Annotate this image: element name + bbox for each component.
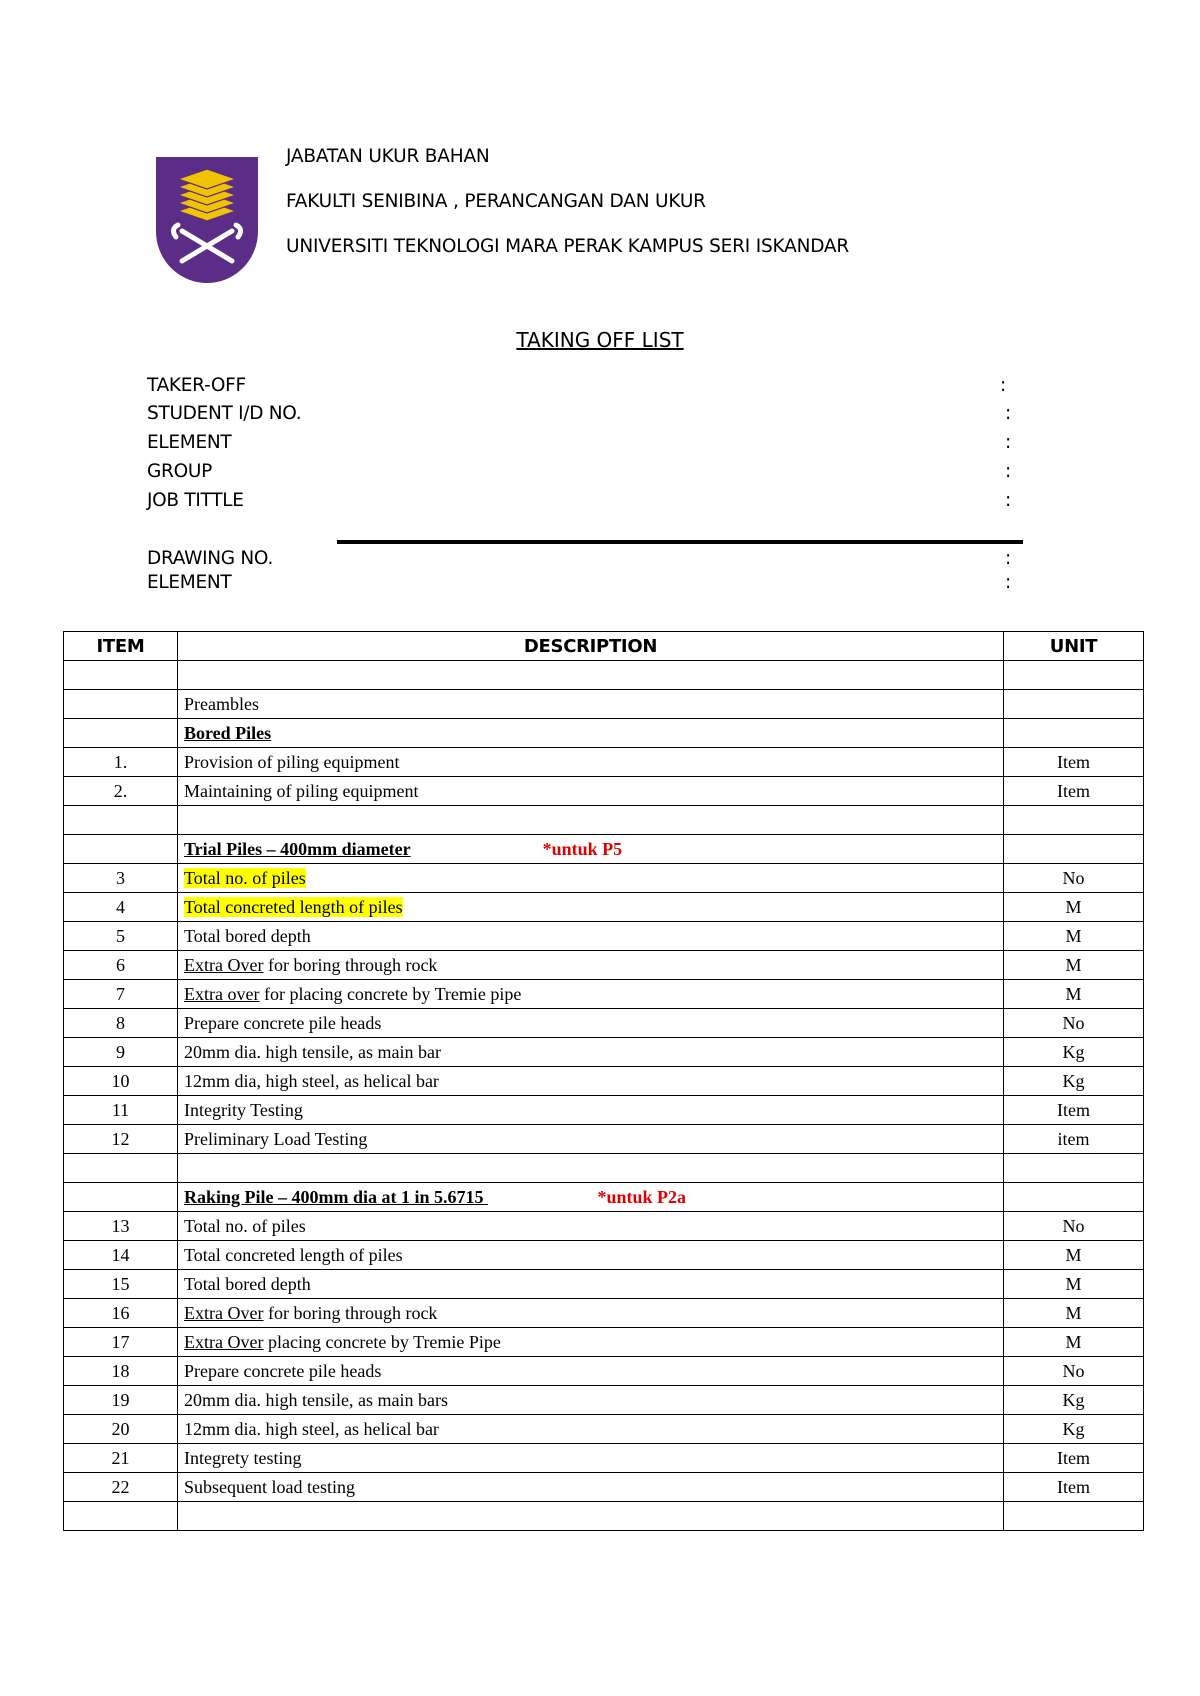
item-cell: 2. — [64, 777, 178, 806]
item-cell: 19 — [64, 1386, 178, 1415]
table-row — [64, 1415, 1144, 1444]
description-text: for placing concrete by Tremie pipe — [259, 983, 522, 1004]
job-title-colon: : — [1005, 490, 1012, 511]
job-title-label: JOB TITTLE — [147, 490, 244, 511]
table-row — [64, 1502, 1144, 1531]
item-cell: 13 — [64, 1212, 178, 1241]
raking-pile-note: *untuk P2a — [597, 1186, 687, 1207]
group-colon: : — [1005, 461, 1012, 482]
department-name: JABATAN UKUR BAHAN — [286, 146, 490, 167]
extra-over-text: Extra Over — [184, 954, 264, 975]
description-cell — [178, 1328, 1004, 1357]
table-row — [64, 719, 1144, 748]
table-row — [64, 1096, 1144, 1125]
separator-line — [337, 540, 1023, 544]
item-cell: 3 — [64, 864, 178, 893]
unit-cell: Kg — [1004, 1386, 1144, 1415]
trial-piles-heading: Trial Piles – 400mm diameter — [184, 838, 411, 859]
item-cell: 15 — [64, 1270, 178, 1299]
description-text: placing concrete by Tremie Pipe — [263, 1331, 501, 1352]
table-row — [64, 1212, 1144, 1241]
item-cell: 20 — [64, 1415, 178, 1444]
student-id-label: STUDENT I/D NO. — [147, 403, 302, 424]
unit-cell: M — [1004, 922, 1144, 951]
item-cell: 9 — [64, 1038, 178, 1067]
table-row — [64, 690, 1144, 719]
table-row — [64, 922, 1144, 951]
element2-colon: : — [1005, 572, 1012, 593]
unit-cell: Kg — [1004, 1415, 1144, 1444]
table-row — [64, 1299, 1144, 1328]
group-label: GROUP — [147, 461, 212, 482]
item-cell: 12 — [64, 1125, 178, 1154]
unit-cell: Kg — [1004, 1038, 1144, 1067]
table-row — [64, 1270, 1144, 1299]
raking-pile-heading: Raking Pile – 400mm dia at 1 in 5.6715 — [184, 1186, 484, 1207]
preambles-cell: Preambles — [178, 690, 1004, 719]
extra-over-text: Extra Over — [184, 1331, 264, 1352]
description-cell: Total bored depth — [178, 1270, 1004, 1299]
description-cell: Total bored depth — [178, 922, 1004, 951]
table-row — [64, 951, 1144, 980]
description-cell: Total no. of piles — [184, 867, 306, 888]
unit-cell: Item — [1004, 1473, 1144, 1502]
element-label: ELEMENT — [147, 432, 232, 453]
taker-off-label: TAKER-OFF — [147, 375, 246, 396]
unit-cell: Kg — [1004, 1067, 1144, 1096]
description-cell: Integrety testing — [178, 1444, 1004, 1473]
page-title: TAKING OFF LIST — [516, 328, 684, 352]
table-header-row — [64, 632, 1144, 661]
unit-cell: Item — [1004, 1444, 1144, 1473]
unit-cell: M — [1004, 1299, 1144, 1328]
table-row — [64, 748, 1144, 777]
item-cell: 18 — [64, 1357, 178, 1386]
description-cell: Prepare concrete pile heads — [178, 1009, 1004, 1038]
table-row — [64, 777, 1144, 806]
extra-over-text: Extra Over — [184, 1302, 264, 1323]
description-text: for boring through rock — [263, 954, 438, 975]
unit-cell: M — [1004, 1241, 1144, 1270]
description-cell: Total concreted length of piles — [178, 1241, 1004, 1270]
item-cell: 6 — [64, 951, 178, 980]
description-cell: 20mm dia. high tensile, as main bar — [178, 1038, 1004, 1067]
university-name: UNIVERSITI TEKNOLOGI MARA PERAK KAMPUS SERI ISKANDAR — [286, 236, 850, 257]
table-row — [64, 1125, 1144, 1154]
item-cell: 10 — [64, 1067, 178, 1096]
table-row — [64, 1183, 1144, 1212]
description-cell — [178, 1299, 1004, 1328]
item-cell: 21 — [64, 1444, 178, 1473]
trial-piles-note: *untuk P5 — [542, 838, 623, 859]
table-row — [64, 1357, 1144, 1386]
faculty-name: FAKULTI SENIBINA , PERANCANGAN DAN UKUR — [286, 191, 706, 212]
table-row — [64, 864, 1144, 893]
element-colon: : — [1005, 432, 1012, 453]
extra-over-text: Extra over — [184, 983, 260, 1004]
description-cell — [178, 951, 1004, 980]
table-row — [64, 1444, 1144, 1473]
table-row — [64, 1473, 1144, 1502]
taking-off-table — [63, 631, 1144, 1531]
item-cell: 4 — [64, 893, 178, 922]
description-cell: 12mm dia. high steel, as helical bar — [178, 1415, 1004, 1444]
table-row — [64, 661, 1144, 690]
unit-cell: item — [1004, 1125, 1144, 1154]
table-row — [64, 893, 1144, 922]
unit-cell: M — [1004, 980, 1144, 1009]
table-row — [64, 980, 1144, 1009]
unit-cell: No — [1004, 1357, 1144, 1386]
unit-cell: M — [1004, 1328, 1144, 1357]
description-text: for boring through rock — [263, 1302, 438, 1323]
unit-header: UNIT — [1004, 632, 1144, 661]
unit-cell: Item — [1004, 748, 1144, 777]
description-cell: Total concreted length of piles — [184, 896, 403, 917]
table-row — [64, 835, 1144, 864]
table-row — [64, 1009, 1144, 1038]
table-row — [64, 806, 1144, 835]
description-cell: 12mm dia, high steel, as helical bar — [178, 1067, 1004, 1096]
description-cell: Preliminary Load Testing — [178, 1125, 1004, 1154]
item-cell: 16 — [64, 1299, 178, 1328]
table-row — [64, 1067, 1144, 1096]
item-cell: 17 — [64, 1328, 178, 1357]
table-row — [64, 1241, 1144, 1270]
description-cell: 20mm dia. high tensile, as main bars — [178, 1386, 1004, 1415]
unit-cell: M — [1004, 951, 1144, 980]
item-cell: 5 — [64, 922, 178, 951]
table-row — [64, 1328, 1144, 1357]
taker-off-colon: : — [1000, 375, 1007, 396]
element2-label: ELEMENT — [147, 572, 232, 593]
item-cell: 14 — [64, 1241, 178, 1270]
table-row — [64, 1154, 1144, 1183]
description-cell: Provision of piling equipment — [178, 748, 1004, 777]
description-cell: Integrity Testing — [178, 1096, 1004, 1125]
description-cell: Prepare concrete pile heads — [178, 1357, 1004, 1386]
table-row — [64, 1386, 1144, 1415]
item-cell: 22 — [64, 1473, 178, 1502]
unit-cell: No — [1004, 1212, 1144, 1241]
item-cell: 8 — [64, 1009, 178, 1038]
description-cell: Total no. of piles — [178, 1212, 1004, 1241]
unit-cell: M — [1004, 893, 1144, 922]
drawing-no-colon: : — [1005, 548, 1012, 569]
unit-cell: No — [1004, 864, 1144, 893]
description-cell: Subsequent load testing — [178, 1473, 1004, 1502]
drawing-no-label: DRAWING NO. — [147, 548, 274, 569]
unit-cell: Item — [1004, 1096, 1144, 1125]
description-header: DESCRIPTION — [178, 632, 1004, 661]
unit-cell: No — [1004, 1009, 1144, 1038]
item-cell: 1. — [64, 748, 178, 777]
description-cell — [178, 980, 1004, 1009]
item-cell: 11 — [64, 1096, 178, 1125]
bored-piles-heading: Bored Piles — [184, 722, 272, 743]
student-id-colon: : — [1005, 403, 1012, 424]
description-cell: Maintaining of piling equipment — [178, 777, 1004, 806]
unit-cell: Item — [1004, 777, 1144, 806]
university-logo — [156, 157, 258, 283]
item-header: ITEM — [64, 632, 178, 661]
unit-cell: M — [1004, 1270, 1144, 1299]
item-cell: 7 — [64, 980, 178, 1009]
table-row — [64, 1038, 1144, 1067]
